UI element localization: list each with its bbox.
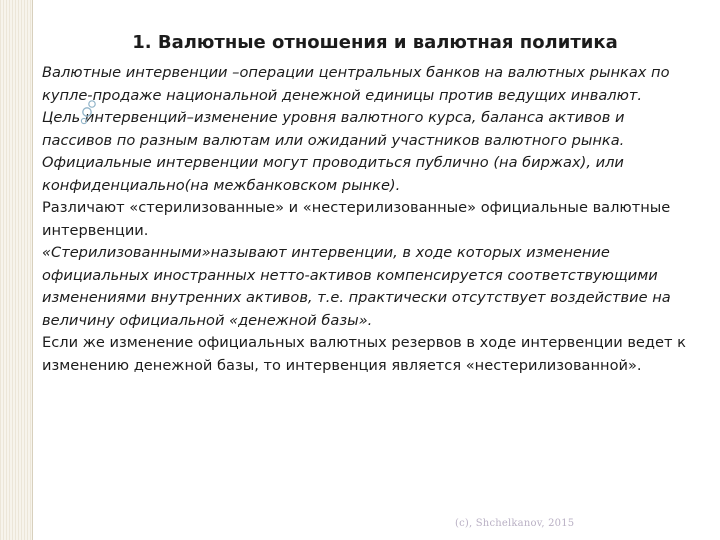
rings-bullet-icon (78, 98, 104, 128)
paragraph-interventions-definition: Валютные интервенции –операции центральных банков на валютных рынках по купле-продаже национальной денежной единицы против ведущих инвалют. (42, 64, 670, 104)
paragraph-sterilized: «Стерилизованными»называют интервенции, в ходе которых изменение официальных иностранных нетто-активов компенсируется соответствующими изменениями внутренних активов, т.е. практически отсутствует воздействие на величину официальной «денежной базы». (42, 244, 671, 329)
slide-body (42, 62, 697, 377)
paragraph-official-interventions: Официальные интервенции могут проводиться публично (на биржах), или конфиденциально(на межбанковском рынке). (42, 154, 624, 194)
paragraph-interventions-goal: Цель интервенций–изменение уровня валютного курса, баланса активов и пассивов по разным валютам или ожиданий участников валютного рынка. (42, 109, 625, 149)
footer-credit: (c), Shchelkanov, 2015 (455, 518, 575, 529)
left-divider-line (32, 0, 33, 540)
slide-title: 1. Валютные отношения и валютная политика (132, 32, 618, 53)
left-decorative-band (0, 0, 32, 540)
paragraph-non-sterilized: Если же изменение официальных валютных резервов в ходе интервенции ведет к изменению денежной базы, то интервенция является «нестерилизованной». (42, 334, 686, 374)
paragraph-types: Различают «стерилизованные» и «нестерилизованные» официальные валютные интервенции. (42, 199, 671, 239)
